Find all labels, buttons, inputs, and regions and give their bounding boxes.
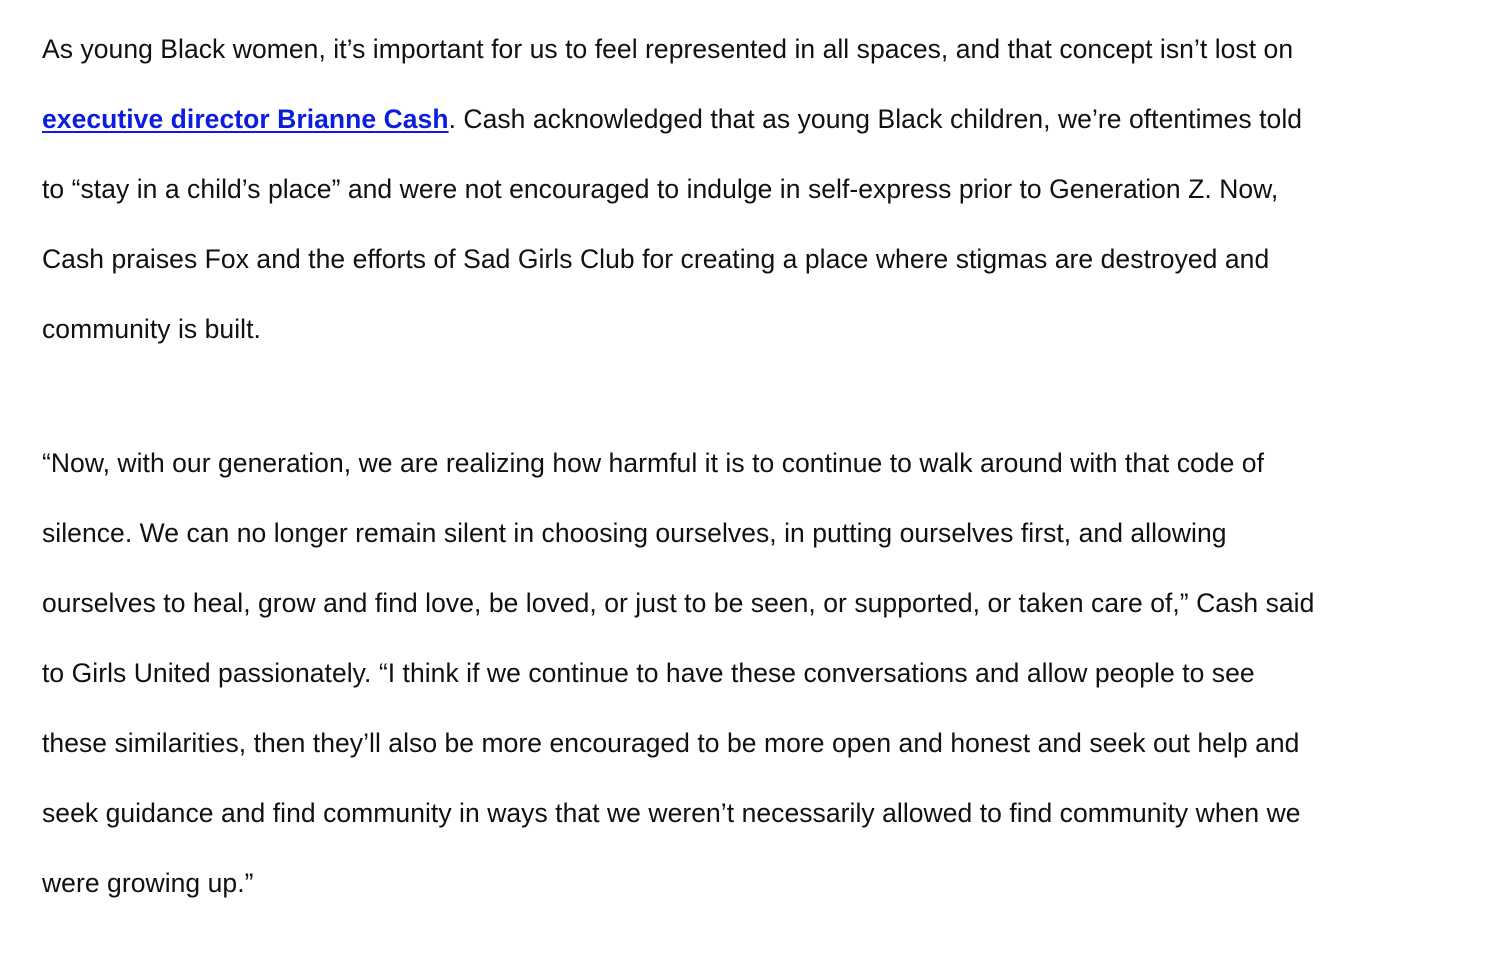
text-line-with-link <box>42 84 1482 154</box>
text-line: to “stay in a child’s place” and were not encouraged to indulge in self-express prior to Generation Z. Now, <box>42 174 1279 204</box>
text-line: seek guidance and find community in ways that we weren’t necessarily allowed to find community when we <box>42 798 1301 828</box>
paragraph-spacer <box>42 364 1482 428</box>
article-body <box>42 14 1482 918</box>
text-line: to Girls United passionately. “I think if we continue to have these conversations and allow people to see <box>42 658 1255 688</box>
text-line: community is built. <box>42 314 261 344</box>
paragraph-2 <box>42 428 1482 918</box>
text-line: As young Black women, it’s important for us to feel represented in all spaces, and that concept isn’t lost on <box>42 34 1294 64</box>
text-line: were growing up.” <box>42 868 254 898</box>
executive-director-link[interactable]: executive director Brianne Cash <box>42 104 449 134</box>
text-line: “Now, with our generation, we are realizing how harmful it is to continue to walk around with that code of <box>42 448 1264 478</box>
text-line: silence. We can no longer remain silent in choosing ourselves, in putting ourselves first, and allowing <box>42 518 1227 548</box>
text-span: . Cash acknowledged that as young Black children, we’re oftentimes told <box>448 104 1303 134</box>
text-line: Cash praises Fox and the efforts of Sad Girls Club for creating a place where stigmas are destroyed and <box>42 244 1270 274</box>
text-line: ourselves to heal, grow and find love, be loved, or just to be seen, or supported, or taken care of,” Cash said <box>42 588 1315 618</box>
text-line: these similarities, then they’ll also be more encouraged to be more open and honest and seek out help and <box>42 728 1300 758</box>
paragraph-1 <box>42 14 1482 364</box>
